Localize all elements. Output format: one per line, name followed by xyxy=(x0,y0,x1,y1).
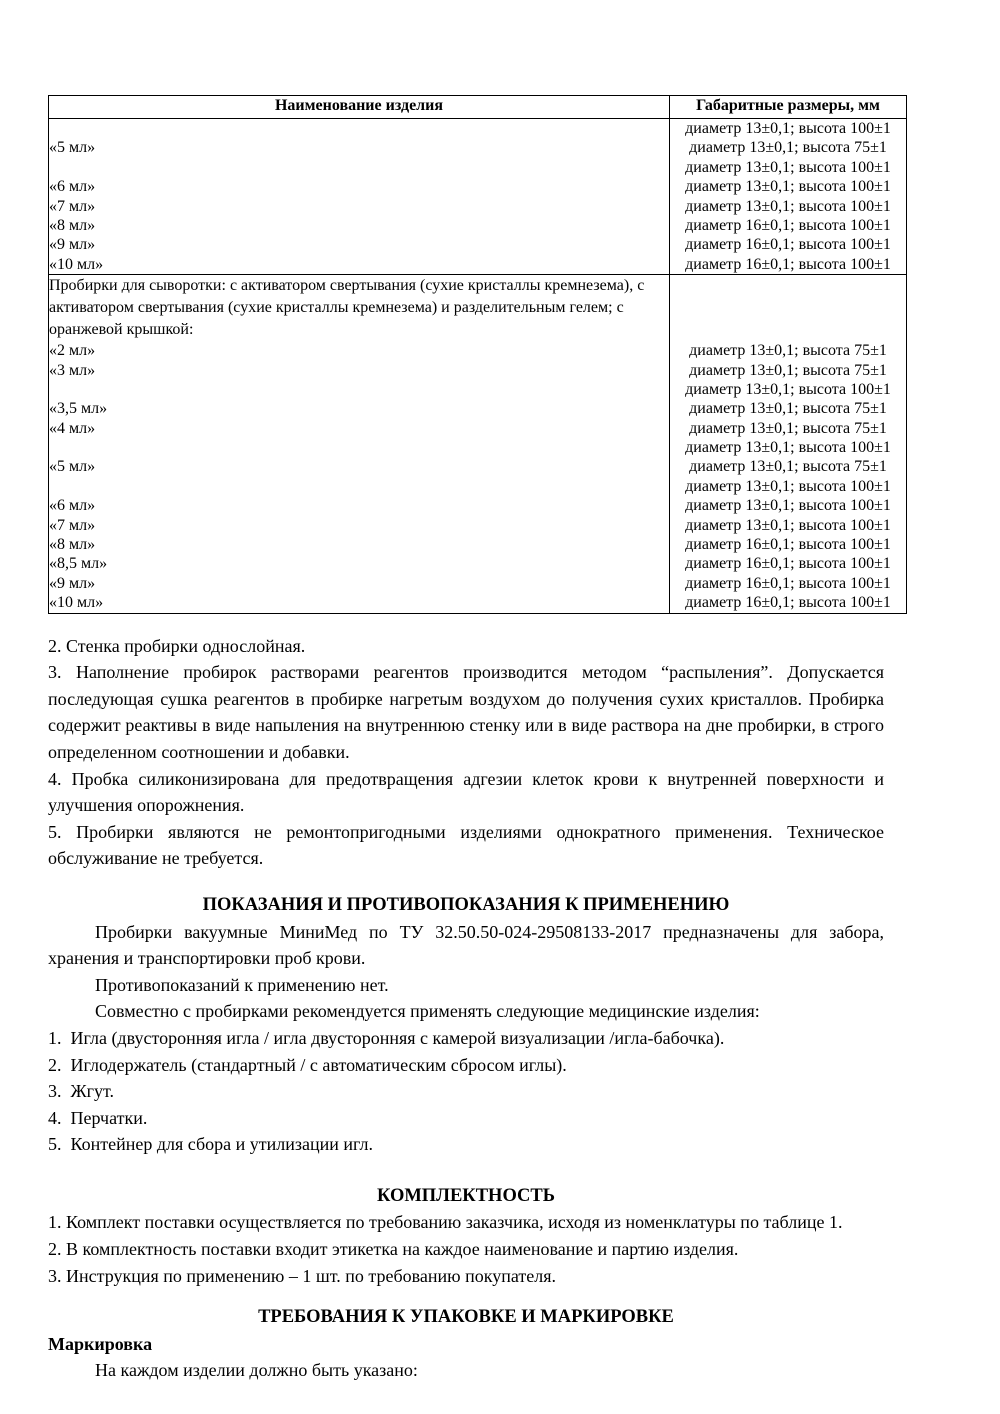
dimension-value: диаметр 13±0,1; высота 100±1 xyxy=(685,497,891,515)
product-volume-label: «6 мл» xyxy=(49,178,96,196)
list-item-tourniquet: 3. Жгут. xyxy=(48,1081,115,1102)
list-item-needle: 1. Игла (двусторонняя игла / игла двусторонняя с камерой визуализации /игла-бабочка). xyxy=(48,1027,725,1048)
paragraph-reagent-filling: 3. Наполнение пробирок растворами реагентов производится методом “распыления”. Допускается последующая сушка реагентов в пробирке нагретым воздухом до получения сухих кристаллов. Пробирка содержит реактивы в виде напыления на внутреннюю стенку или в виде раствора на дне пробирки, в строго определенном соотношении и добавки. xyxy=(48,662,884,762)
list-item-container: 5. Контейнер для сбора и утилизации игл. xyxy=(48,1134,373,1155)
dimension-value: диаметр 16±0,1; высота 100±1 xyxy=(685,555,891,573)
product-volume-label xyxy=(49,119,669,138)
product-volume-label: «4 мл» xyxy=(49,419,96,437)
product-volume-label: «8 мл» xyxy=(49,536,96,554)
subsection-title-marking: Маркировка xyxy=(48,1333,153,1354)
product-name-cell xyxy=(49,275,670,613)
dimension-value: диаметр 13±0,1; высота 75±1 xyxy=(689,458,887,476)
dimension-value: диаметр 16±0,1; высота 100±1 xyxy=(685,216,891,234)
dimension-value: диаметр 16±0,1; высота 100±1 xyxy=(685,574,891,592)
section-title-completeness: КОМПЛЕКТНОСТЬ xyxy=(376,1185,555,1206)
paragraph-purpose: Пробирки вакуумные МиниМед по ТУ 32.50.50-024-29508133-2017 предназначены для забора, хранения и транспортировки проб крови. xyxy=(48,921,884,969)
product-volume-label: «8,5 мл» xyxy=(49,555,108,573)
table-row-serum-tubes xyxy=(49,275,907,613)
paragraph-recommended-devices: Совместно с пробирками рекомендуется применять следующие медицинские изделия: xyxy=(95,1001,760,1022)
paragraph-marking-intro: На каждом изделии должно быть указано: xyxy=(95,1360,418,1381)
dimension-value: диаметр 16±0,1; высота 100±1 xyxy=(685,236,891,254)
product-volume-label: «7 мл» xyxy=(49,516,96,534)
dimension-value: диаметр 16±0,1; высота 100±1 xyxy=(685,536,891,554)
section-title-indications: ПОКАЗАНИЯ И ПРОТИВОПОКАЗАНИЯ К ПРИМЕНЕНИЮ xyxy=(202,894,730,915)
product-volume-label: «9 мл» xyxy=(49,236,96,254)
product-volume-label: «10 мл» xyxy=(49,255,104,273)
dimension-value: диаметр 13±0,1; высота 100±1 xyxy=(685,439,891,457)
product-volume-label: «3,5 мл» xyxy=(49,400,108,418)
product-volume-label: «3 мл» xyxy=(49,361,96,379)
dimension-value: диаметр 13±0,1; высота 100±1 xyxy=(685,380,891,398)
product-volume-label: «5 мл» xyxy=(49,139,96,157)
dimension-value: диаметр 16±0,1; высота 100±1 xyxy=(685,255,891,273)
table-header-row xyxy=(49,96,907,119)
dimension-value: диаметр 13±0,1; высота 100±1 xyxy=(685,516,891,534)
list-item-needle-holder: 2. Иглодержатель (стандартный / с автоматическим сбросом иглы). xyxy=(48,1054,567,1075)
dimension-value: диаметр 16±0,1; высота 100±1 xyxy=(685,594,891,612)
dimension-value: диаметр 13±0,1; высота 75±1 xyxy=(689,139,887,157)
dimension-value: диаметр 13±0,1; высота 100±1 xyxy=(685,158,891,176)
product-name-cell xyxy=(49,119,670,275)
spacer xyxy=(670,275,906,341)
product-volume-label: «10 мл» xyxy=(49,594,104,612)
paragraph-no-contraindications: Противопоказаний к применению нет. xyxy=(95,974,389,995)
dimension-value: диаметр 13±0,1; высота 100±1 xyxy=(685,178,891,196)
product-volume-label: «5 мл» xyxy=(49,458,96,476)
product-volume-label: «2 мл» xyxy=(49,342,96,360)
dimension-value: диаметр 13±0,1; высота 75±1 xyxy=(689,419,887,437)
paragraph-label-included: 2. В комплектность поставки входит этикетка на каждое наименование и партию изделия. xyxy=(48,1239,739,1260)
product-volume-label: «9 мл» xyxy=(49,574,96,592)
dimension-value: диаметр 13±0,1; высота 75±1 xyxy=(689,361,887,379)
paragraph-single-use: 5. Пробирки являются не ремонтопригодными изделиями однократного применения. Техническое обслуживание не требуется. xyxy=(48,821,884,869)
serum-tubes-description: Пробирки для сыворотки: с активатором свертывания (сухие кристаллы кремнезема), с активатором свертывания (сухие кристаллы кремнезема) и разделительным гелем; с оранжевой крышкой: xyxy=(49,277,645,338)
product-volume-label xyxy=(49,380,669,399)
dimension-value: диаметр 13±0,1; высота 100±1 xyxy=(685,197,891,215)
list-item-gloves: 4. Перчатки. xyxy=(48,1107,148,1128)
paragraph-instruction-included: 3. Инструкция по применению – 1 шт. по требованию покупателя. xyxy=(48,1265,556,1286)
paragraph-tube-wall: 2. Стенка пробирки однослойная. xyxy=(48,635,306,656)
product-volume-label xyxy=(49,477,669,496)
dimension-value: диаметр 13±0,1; высота 75±1 xyxy=(689,342,887,360)
product-size-table xyxy=(48,95,907,614)
paragraph-delivery-set: 1. Комплект поставки осуществляется по требованию заказчика, исходя из номенклатуры по таблице 1. xyxy=(48,1212,843,1233)
table-header-product-name: Наименование изделия xyxy=(49,96,670,119)
product-volume-label: «8 мл» xyxy=(49,216,96,234)
dimension-value: диаметр 13±0,1; высота 100±1 xyxy=(685,120,891,137)
table-header-dimensions: Габаритные размеры, мм xyxy=(670,96,907,119)
table-row-plain-tubes xyxy=(49,119,907,275)
dimension-value: диаметр 13±0,1; высота 100±1 xyxy=(685,477,891,495)
product-volume-label: «7 мл» xyxy=(49,197,96,215)
product-volume-label xyxy=(49,158,669,177)
paragraph-siliconized-stopper: 4. Пробка силиконизирована для предотвращения адгезии клеток крови к внутренней поверхности и улучшения опорожнения. xyxy=(48,768,884,816)
dimension-value: диаметр 13±0,1; высота 75±1 xyxy=(689,400,887,418)
section-title-packaging: ТРЕБОВАНИЯ К УПАКОВКЕ И МАРКИРОВКЕ xyxy=(258,1307,674,1328)
dimensions-cell xyxy=(670,275,907,613)
product-volume-label xyxy=(49,438,669,457)
product-volume-label: «6 мл» xyxy=(49,497,96,515)
dimensions-cell xyxy=(670,119,907,275)
document-body xyxy=(48,633,884,1384)
